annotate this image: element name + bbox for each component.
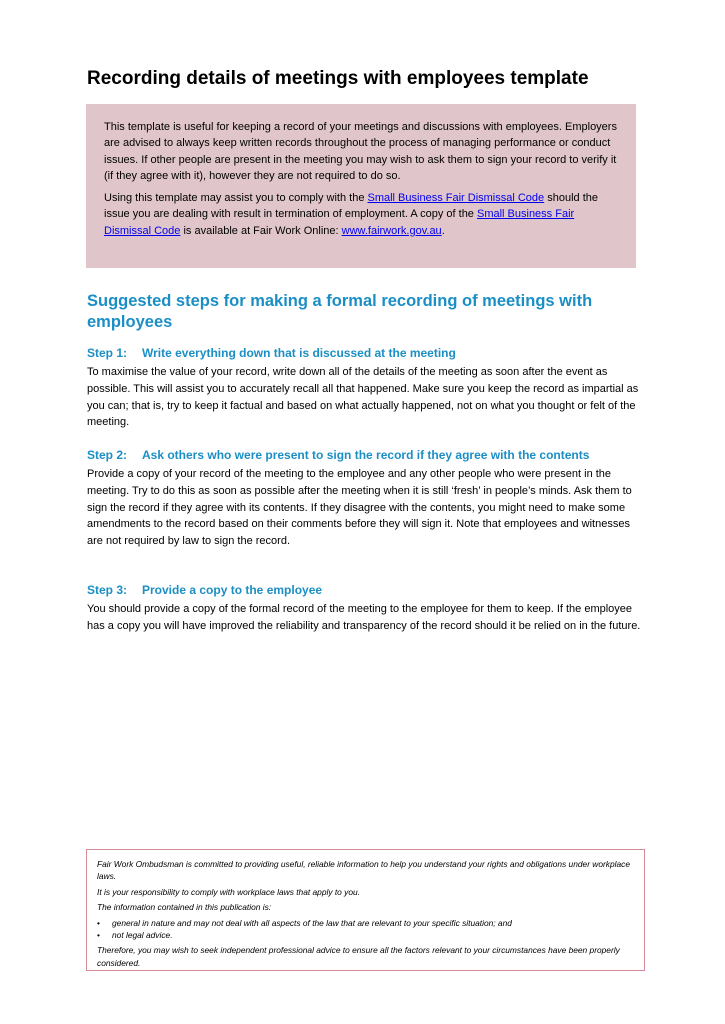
disclaimer-bullet-text: not legal advice. bbox=[112, 930, 173, 941]
step-2-heading bbox=[87, 447, 642, 463]
intro-paragraph-1: This template is useful for keeping a record of your meetings and discussions with employees. Employers are advised to always keep written records throughout the process of managing performance or conduct issues. If other people are present in the meeting you may wish to ask them to sign your record to verify it (if they agree with it), however they are not required to do so. bbox=[104, 121, 617, 182]
disclaimer-line-1: Fair Work Ombudsman is committed to providing useful, reliable information to help you understand your rights and obligations under workplace laws. bbox=[97, 859, 631, 882]
step-3-heading bbox=[87, 582, 642, 598]
step-3-title: Provide a copy to the employee bbox=[142, 583, 323, 597]
disclaimer-line-3: The information contained in this publication is: bbox=[97, 902, 272, 913]
step-3-body: You should provide a copy of the formal record of the meeting to the employee for them to keep. If the employee has a copy you will have improved the reliability and transparency of the record should it be relied on in the future. bbox=[87, 603, 641, 632]
step-2-number: Step 2: bbox=[87, 448, 128, 462]
disclaimer-line-2: It is your responsibility to comply with workplace laws that apply to you. bbox=[97, 886, 360, 897]
page-title: Recording details of meetings with employees template bbox=[87, 68, 589, 89]
step-1-heading bbox=[87, 345, 642, 361]
step-2-title: Ask others who were present to sign the record if they agree with the contents bbox=[142, 448, 590, 462]
step-1-number: Step 1: bbox=[87, 346, 128, 360]
disclaimer-bullet-list bbox=[97, 917, 634, 942]
step-2 bbox=[87, 447, 642, 550]
sbfd-code-link-1[interactable]: Small Business Fair Dismissal Code bbox=[367, 192, 545, 205]
bullet-icon: • bbox=[97, 930, 100, 941]
intro-box bbox=[86, 104, 636, 268]
intro-text-4: . bbox=[441, 224, 445, 237]
disclaimer-box bbox=[86, 849, 645, 971]
intro-text-2: should the issue you are dealing with result in termination of employment. A copy of the bbox=[104, 192, 598, 221]
section-heading: Suggested steps for making a formal recording of meetings with employees bbox=[87, 292, 593, 331]
step-2-body: Provide a copy of your record of the meeting to the employee and any other people who were present in the meeting. Try to do this as soon as possible after the meeting when it is still ‘fresh’ in people’s minds. Ask them to sign the record if they agree with its contents. If they disagree with the contents, you might need to make some amendments to the record based on their comments before they will sign it. Note that employees and witnesses are not required by law to sign the record. bbox=[87, 468, 632, 548]
intro-text-1: Using this template may assist you to comply with the bbox=[104, 192, 368, 205]
step-1 bbox=[87, 345, 642, 431]
disclaimer-bullet-item bbox=[97, 929, 634, 941]
step-3-number: Step 3: bbox=[87, 583, 128, 597]
intro-paragraph-2 bbox=[104, 190, 621, 239]
fairwork-website-link[interactable]: www.fairwork.gov.au bbox=[341, 224, 442, 237]
disclaimer-line-4: Therefore, you may wish to seek independent professional advice to ensure all the factors relevant to your circumstances have been properly considered. bbox=[97, 945, 620, 968]
intro-text-3: is available at Fair Work Online: bbox=[180, 224, 342, 237]
step-1-title: Write everything down that is discussed at the meeting bbox=[142, 346, 456, 360]
step-3 bbox=[87, 582, 642, 635]
disclaimer-bullet-text: general in nature and may not deal with all aspects of the law that are relevant to your specific situation; and bbox=[112, 917, 512, 928]
disclaimer-bullet-item bbox=[97, 917, 634, 929]
step-1-body: To maximise the value of your record, write down all of the details of the meeting as soon after the event as possible. This will assist you to accurately recall all that happened. Make sure you keep the record as impartial as you can; that is, try to keep it factual and based on what actually happened, not on what you thought or felt of the meeting. bbox=[87, 366, 639, 429]
sbfd-code-link-2[interactable]: Small Business Fair Dismissal Code bbox=[104, 208, 575, 237]
bullet-icon: • bbox=[97, 917, 100, 928]
